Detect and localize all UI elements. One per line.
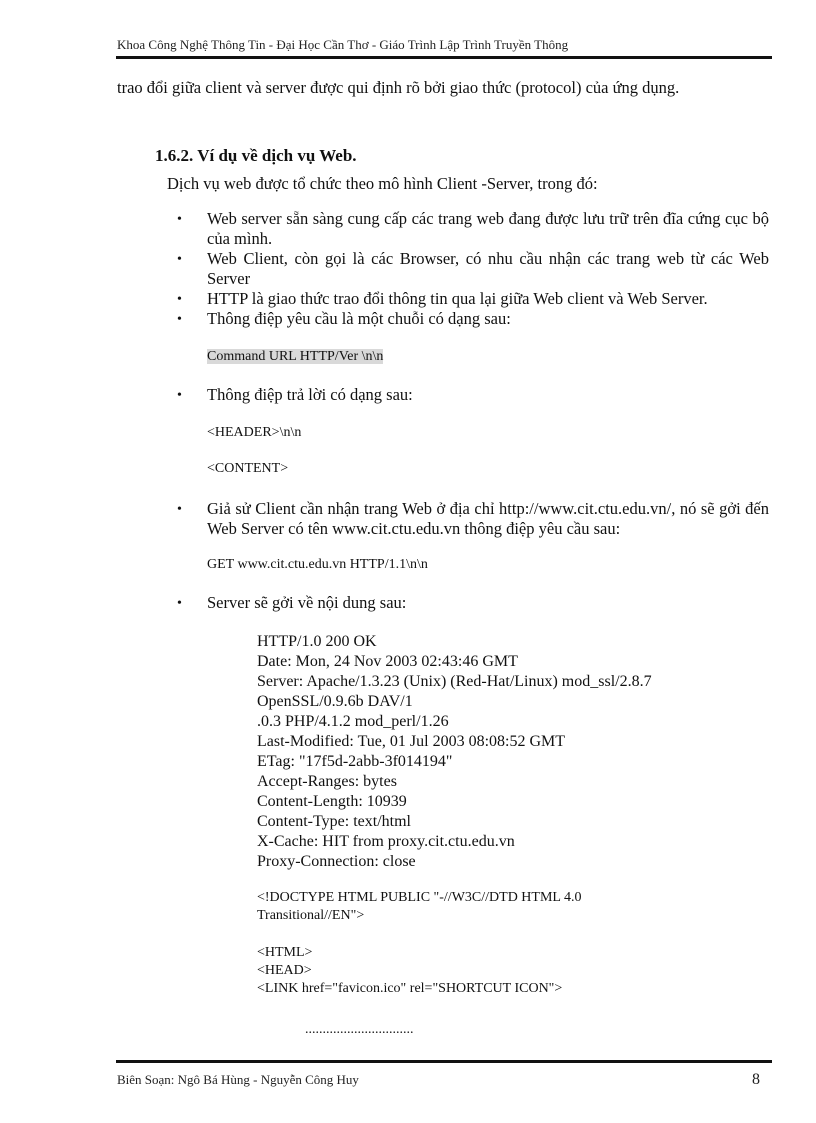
page-header: Khoa Công Nghệ Thông Tin - Đại Học Cần Thơ - Giáo Trình Lập Trình Truyền Thông <box>117 37 569 52</box>
bullet-marker: • <box>177 292 182 307</box>
bullet-marker: • <box>177 388 182 403</box>
footer-rule <box>116 1060 772 1063</box>
doctype-line: Transitional//EN"> <box>257 908 365 923</box>
bullet-marker: • <box>177 252 182 267</box>
http-response-block <box>257 632 652 872</box>
example-bullet: Giả sử Client cần nhận trang Web ở địa chỉ http://www.cit.ctu.edu.vn/, nó sẽ gởi đến Web Server có tên www.cit.ctu.edu.vn thông điệp yêu cầu sau: <box>207 499 769 538</box>
bullet-item: HTTP là giao thức trao đổi thông tin qua lại giữa Web client và Web Server. <box>207 289 708 308</box>
footer-authors: Biên Soạn: Ngô Bá Hùng - Nguyễn Công Huy <box>117 1072 359 1087</box>
intro-paragraph: trao đổi giữa client và server được qui định rõ bởi giao thức (protocol) của ứng dụng. <box>117 78 680 97</box>
bullet-marker: • <box>177 212 182 227</box>
response-content-format: <CONTENT> <box>207 461 289 476</box>
response-line: Content-Length: 10939 <box>257 793 407 810</box>
response-bullet: Thông điệp trả lời có dạng sau: <box>207 385 413 404</box>
response-line: Proxy-Connection: close <box>257 853 416 870</box>
response-header-format: <HEADER>\n\n <box>207 425 302 440</box>
response-line: Content-Type: text/html <box>257 813 411 830</box>
html-line: <HTML> <box>257 945 313 960</box>
html-line: <HEAD> <box>257 963 312 978</box>
response-line: Date: Mon, 24 Nov 2003 02:43:46 GMT <box>257 653 518 670</box>
html-line: <LINK href="favicon.ico" rel="SHORTCUT ICON"> <box>257 981 563 996</box>
request-format <box>207 348 383 366</box>
request-format-text: Command URL HTTP/Ver \n\n <box>207 349 384 364</box>
bullet-marker: • <box>177 596 182 611</box>
response-line: OpenSSL/0.9.6b DAV/1 <box>257 693 413 710</box>
doctype-line: <!DOCTYPE HTML PUBLIC "-//W3C//DTD HTML 4.0 <box>257 890 582 905</box>
bullet-item: Web server sẵn sàng cung cấp các trang web đang được lưu trữ trên đĩa cứng cục bộ của mình. <box>207 209 769 248</box>
ellipsis: ............................... <box>305 1022 414 1037</box>
bullet-item: Web Client, còn gọi là các Browser, có nhu cầu nhận các trang web từ các Web Server <box>207 249 769 288</box>
bullet-item: Thông điệp yêu cầu là một chuỗi có dạng sau: <box>207 309 511 328</box>
response-line: HTTP/1.0 200 OK <box>257 633 377 650</box>
section-heading: 1.6.2. Ví dụ về dịch vụ Web. <box>155 146 357 165</box>
example-request: GET www.cit.ctu.edu.vn HTTP/1.1\n\n <box>207 557 428 572</box>
header-rule <box>116 56 772 59</box>
page-number: 8 <box>752 1071 760 1088</box>
response-line: Accept-Ranges: bytes <box>257 773 397 790</box>
bullet-marker: • <box>177 312 182 327</box>
response-line: Last-Modified: Tue, 01 Jul 2003 08:08:52 GMT <box>257 733 566 750</box>
server-bullet: Server sẽ gởi về nội dung sau: <box>207 593 407 612</box>
response-line: .0.3 PHP/4.1.2 mod_perl/1.26 <box>257 713 449 730</box>
response-line: X-Cache: HIT from proxy.cit.ctu.edu.vn <box>257 833 515 850</box>
response-line: ETag: "17f5d-2abb-3f014194" <box>257 753 453 770</box>
response-line: Server: Apache/1.3.23 (Unix) (Red-Hat/Linux) mod_ssl/2.8.7 <box>257 673 652 690</box>
section-intro: Dịch vụ web được tổ chức theo mô hình Client -Server, trong đó: <box>167 174 598 193</box>
bullet-marker: • <box>177 502 182 517</box>
